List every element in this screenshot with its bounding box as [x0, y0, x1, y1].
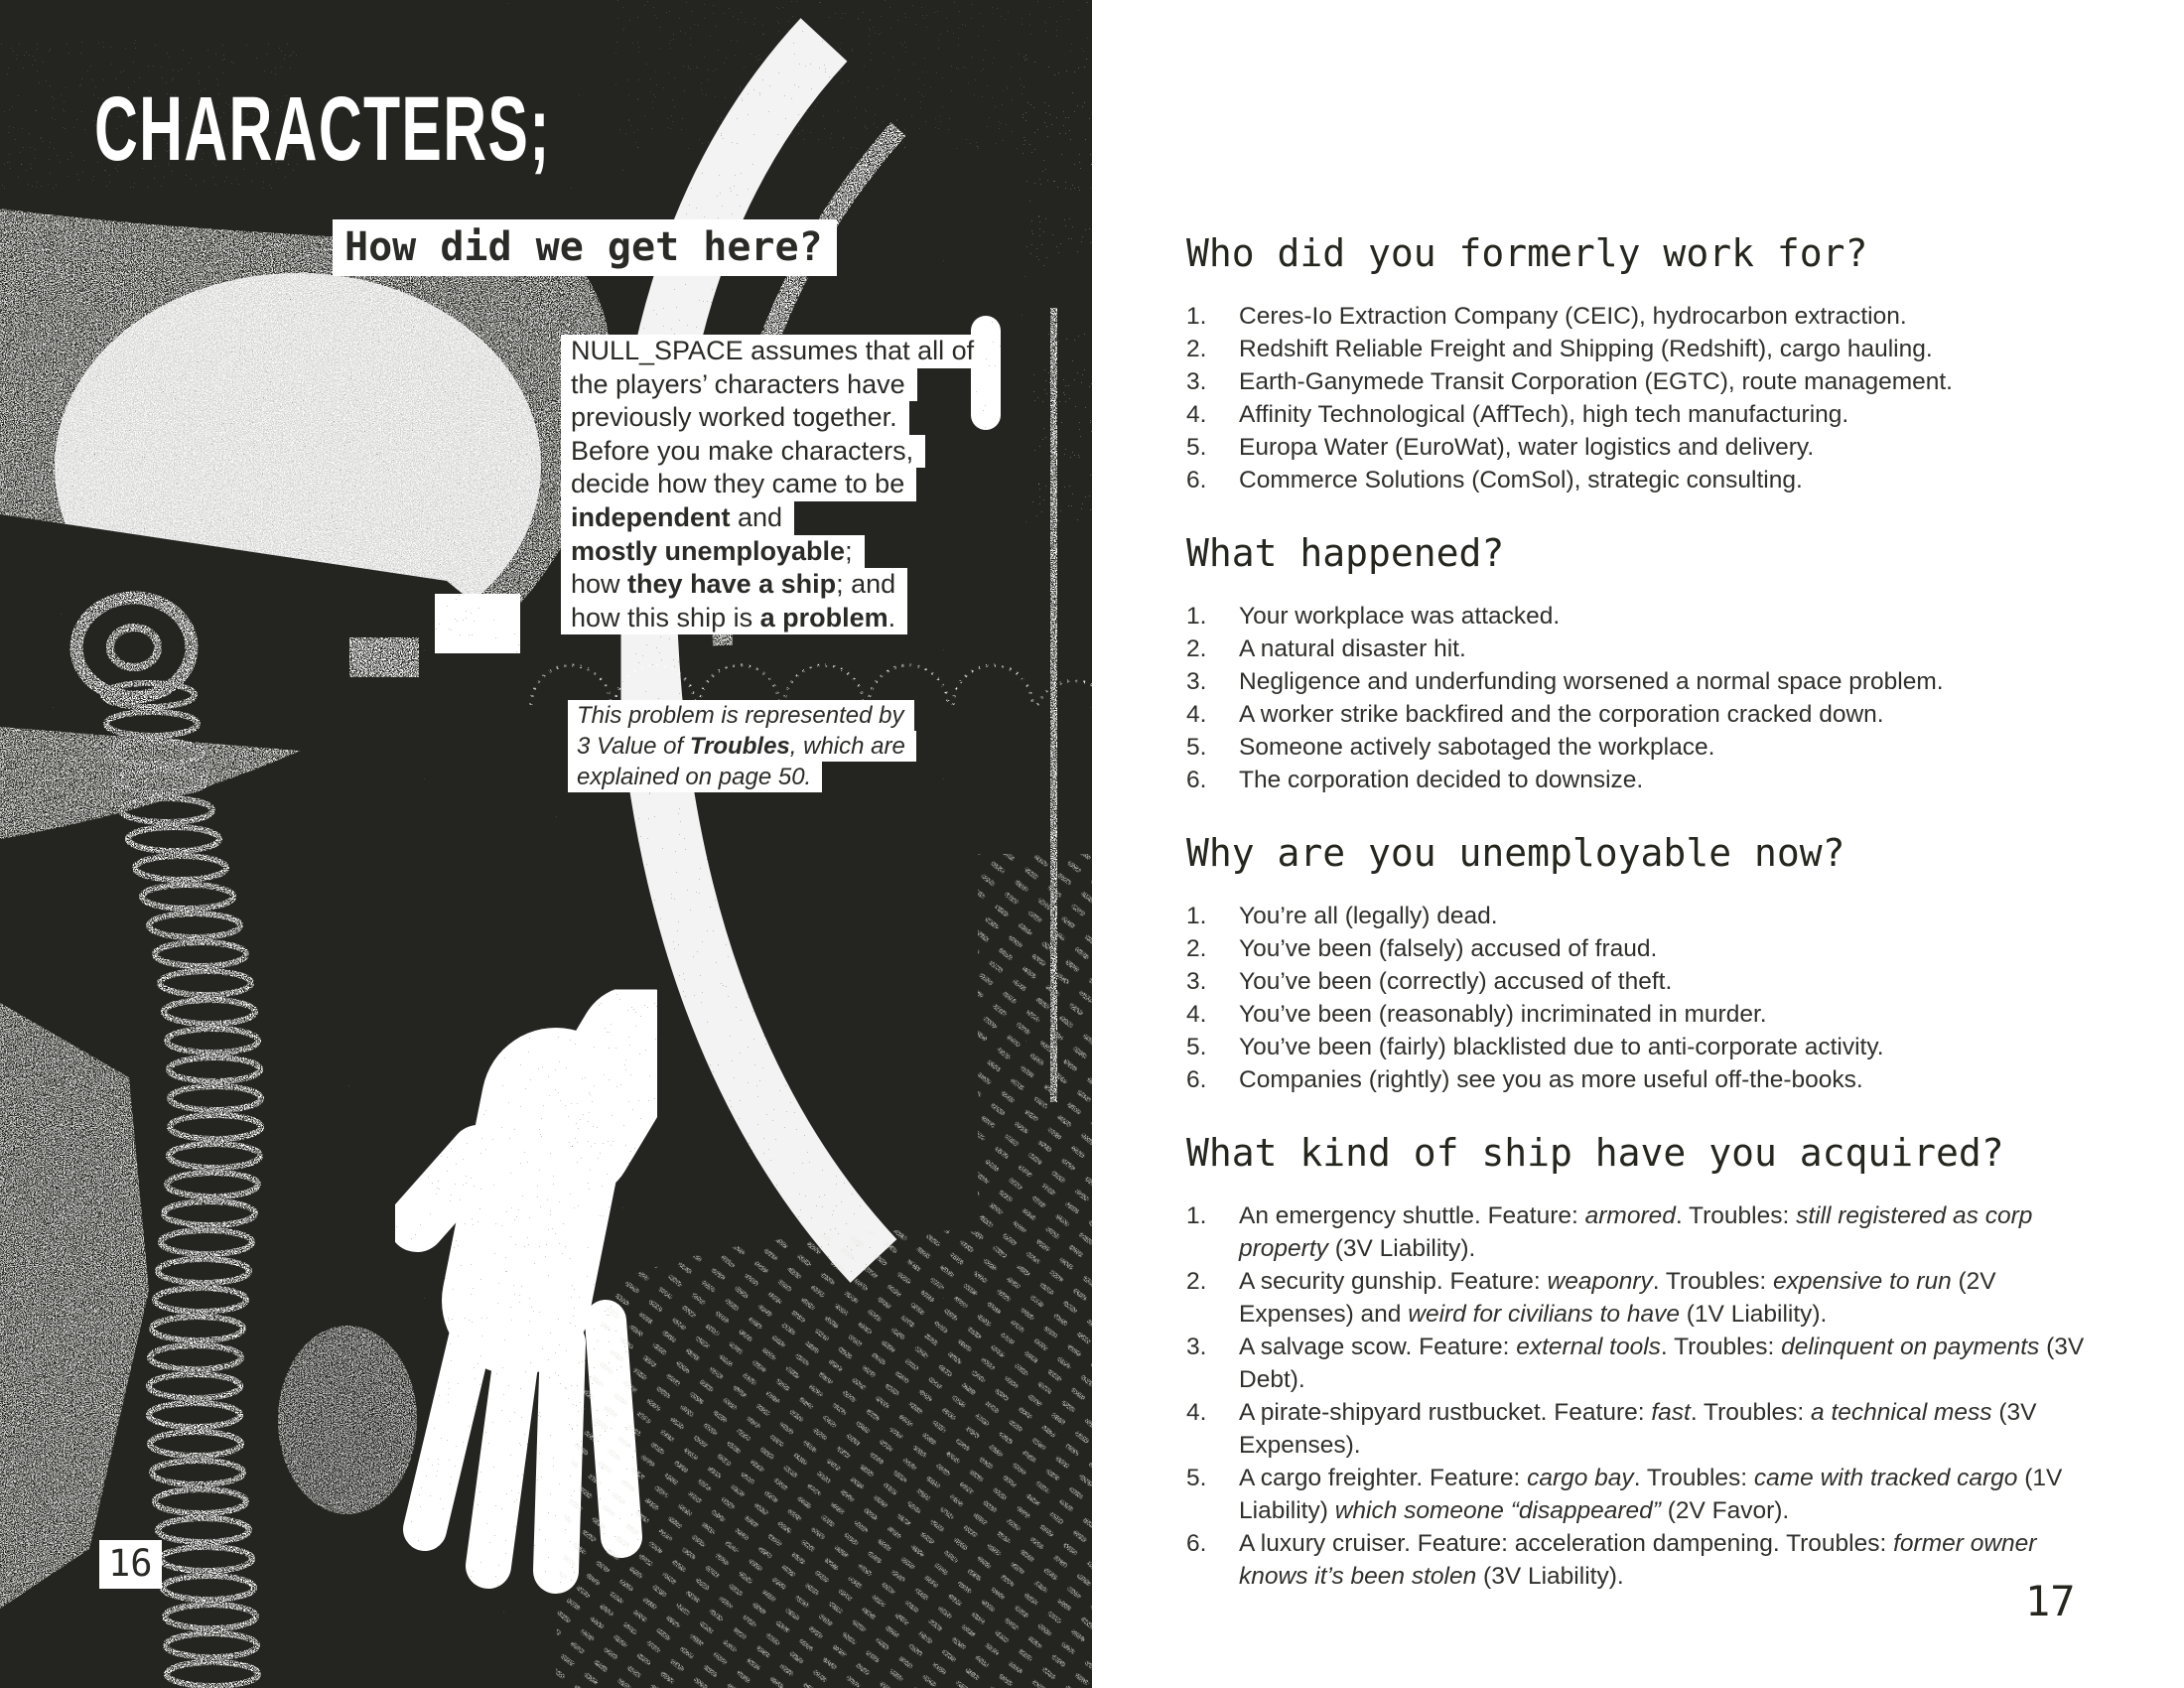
section-heading: What kind of ship have you acquired? — [1186, 1131, 2004, 1175]
note-line: This problem is represented by — [568, 700, 914, 731]
section-former-employer — [1186, 230, 2090, 496]
section-heading: Who did you formerly work for? — [1186, 231, 1868, 275]
intro-line: previously worked together. — [561, 401, 909, 435]
intro-line: independent and — [561, 501, 794, 535]
note-line: 3 Value of Troubles, which are — [568, 731, 916, 762]
list-item: You’ve been (reasonably) incriminated in murder. — [1239, 1001, 1767, 1028]
list-item: Negligence and underfunding worsened a normal space problem. — [1239, 668, 1944, 695]
list-item: A security gunship. Feature: weaponry. Troubles: expensive to run (2V Expenses) and weird for civilians to have (1V Liability). — [1239, 1268, 1996, 1328]
list-item: You’ve been (correctly) accused of theft. — [1239, 968, 1673, 995]
list-item: The corporation decided to downsize. — [1239, 767, 1644, 793]
right-page-content — [1186, 230, 2090, 1626]
right-page — [1092, 0, 2184, 1688]
list-item: A pirate-shipyard rustbucket. Feature: fast. Troubles: a technical mess (3V Expenses). — [1239, 1399, 2037, 1459]
section-ship — [1186, 1130, 2090, 1593]
intro-line: decide how they came to be — [561, 468, 916, 501]
list-item: A worker strike backfired and the corporation cracked down. — [1239, 701, 1884, 728]
list-item: You’ve been (fairly) blacklisted due to anti-corporate activity. — [1239, 1034, 1884, 1060]
intro-line: mostly unemployable; — [561, 535, 865, 569]
section-unemployable — [1186, 830, 2090, 1096]
option-list — [1186, 900, 2090, 1096]
intro-line: the players’ characters have — [561, 368, 917, 402]
chapter-subtitle: How did we get here? — [333, 219, 837, 276]
list-item: Someone actively sabotaged the workplace. — [1239, 734, 1715, 761]
section-heading: Why are you unemployable now? — [1186, 831, 1845, 875]
section-heading: What happened? — [1186, 531, 1505, 575]
list-item: Affinity Technological (AffTech), high tech manufacturing. — [1239, 401, 1849, 428]
note-line: explained on page 50. — [568, 762, 822, 792]
list-item: Ceres-Io Extraction Company (CEIC), hydrocarbon extraction. — [1239, 303, 1907, 330]
list-item: You’ve been (falsely) accused of fraud. — [1239, 935, 1658, 962]
list-item: Earth-Ganymede Transit Corporation (EGTC), route management. — [1239, 368, 1953, 395]
list-item: Redshift Reliable Freight and Shipping (Redshift), cargo hauling. — [1239, 336, 1933, 362]
list-item: A salvage scow. Feature: external tools. Troubles: delinquent on payments (3V Debt). — [1239, 1334, 2085, 1393]
page-number-right: 17 — [2025, 1577, 2076, 1625]
list-item: Companies (rightly) see you as more useful off-the-books. — [1239, 1066, 1863, 1093]
option-list — [1186, 300, 2090, 496]
list-item: A natural disaster hit. — [1239, 635, 1466, 662]
list-item: A luxury cruiser. Feature: acceleration dampening. Troubles: former owner knows it’s been stolen (3V Liability). — [1239, 1530, 2037, 1590]
list-item: You’re all (legally) dead. — [1239, 903, 1498, 929]
intro-text-block — [561, 335, 986, 634]
intro-line: how this ship is a problem. — [561, 602, 907, 635]
list-item: Europa Water (EuroWat), water logistics and delivery. — [1239, 434, 1815, 461]
chapter-title: CHARACTERS; — [94, 78, 551, 180]
intro-line: NULL_SPACE assumes that all of — [561, 335, 986, 368]
troubles-note — [568, 700, 916, 792]
intro-line: Before you make characters, — [561, 435, 925, 469]
list-item: Your workplace was attacked. — [1239, 603, 1561, 630]
option-list — [1186, 1199, 2090, 1593]
list-item: An emergency shuttle. Feature: armored. Troubles: still registered as corp property (3V Liability). — [1239, 1202, 2033, 1262]
list-item: Commerce Solutions (ComSol), strategic consulting. — [1239, 467, 1803, 493]
option-list — [1186, 600, 2090, 796]
page-number-left: 16 — [99, 1540, 162, 1589]
section-what-happened — [1186, 530, 2090, 796]
intro-line: how they have a ship; and — [561, 568, 907, 602]
list-item: A cargo freighter. Feature: cargo bay. Troubles: came with tracked cargo (1V Liability) which someone “disappeared” (2V Favor). — [1239, 1465, 2063, 1524]
